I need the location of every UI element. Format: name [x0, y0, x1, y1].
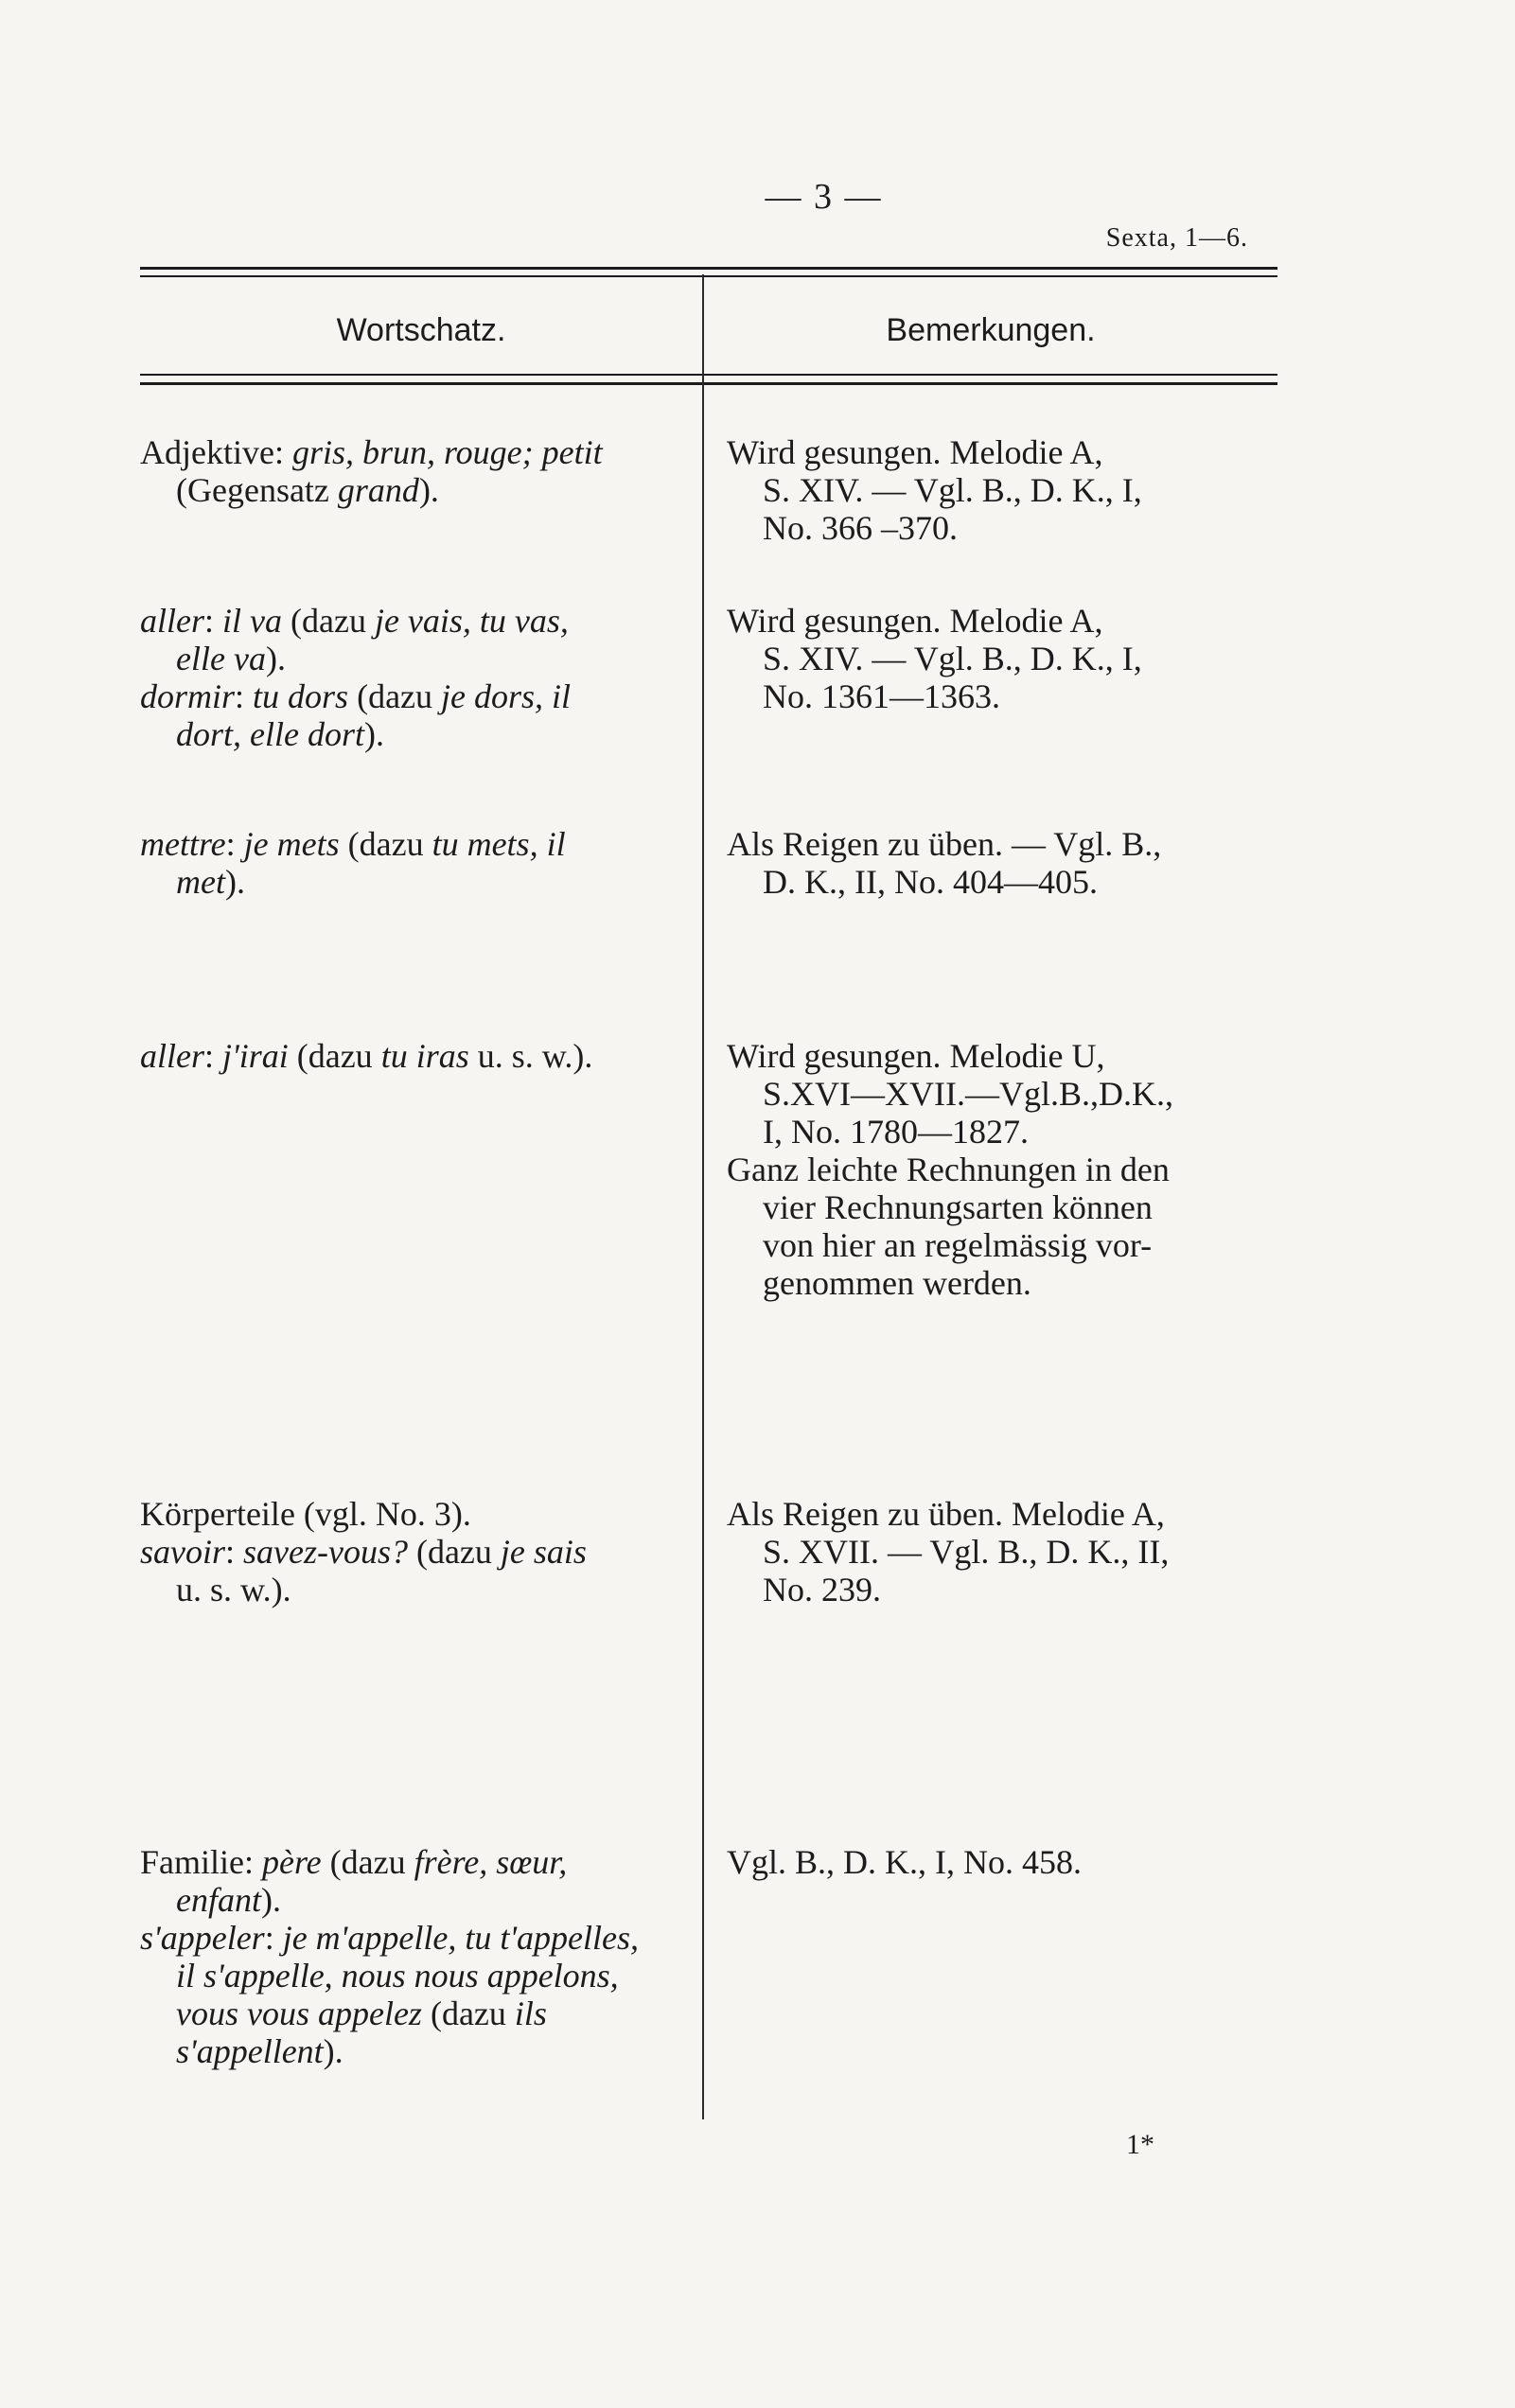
header-left: Wortschatz. [336, 312, 506, 348]
row-5-vocab: Körperteile (vgl. No. 3). savoir: savez-vous? (dazu je sais u. s. w.). [140, 1495, 587, 1608]
row-2-notes: Wird gesungen. Melodie A, S. XIV. — Vgl. B., D. K., I, No. 1361—1363. [727, 602, 1142, 715]
row-6-vocab: Familie: père (dazu frère, sœur, enfant). s'appeler: je m'appelle, tu t'appelles, il s'appelle, nous nous appelons, vous vous appelez (dazu ils s'appellent). [140, 1843, 640, 2070]
page-number: — 3 — [765, 177, 883, 217]
mid-rule-thin [140, 374, 1277, 376]
header-right: Bemerkungen. [886, 312, 1096, 348]
section-label: Sexta, 1—6. [1105, 223, 1248, 253]
top-rule [140, 267, 1277, 270]
row-4-vocab: aller: j'irai (dazu tu iras u. s. w.). [140, 1037, 593, 1075]
row-3-notes: Als Reigen zu üben. — Vgl. B., D. K., II, No. 404—405. [727, 825, 1162, 901]
footnote-mark: 1* [1126, 2129, 1154, 2160]
row-6-notes: Vgl. B., D. K., I, No. 458. [727, 1843, 1082, 1881]
row-2-vocab: aller: il va (dazu je vais, tu vas, elle va). dormir: tu dors (dazu je dors, il dort, elle dort). [140, 602, 572, 753]
row-1-vocab: Adjektive: gris, brun, rouge; petit (Gegensatz grand). [140, 433, 603, 509]
row-3-vocab: mettre: je mets (dazu tu mets, il met). [140, 825, 566, 901]
row-1-notes: Wird gesungen. Melodie A, S. XIV. — Vgl. B., D. K., I, No. 366 –370. [727, 433, 1142, 547]
row-4-notes: Wird gesungen. Melodie U, S.XVI—XVII.—Vgl.B.,D.K., I, No. 1780—1827. Ganz leichte Rechnungen in den vier Rechnungsarten können von hier an regelmässig vor- genommen werden. [727, 1037, 1173, 1302]
mid-rule [140, 382, 1277, 385]
top-rule-thin [140, 275, 1277, 277]
row-5-notes: Als Reigen zu üben. Melodie A, S. XVII. — Vgl. B., D. K., II, No. 239. [727, 1495, 1170, 1608]
column-divider [702, 274, 704, 2119]
